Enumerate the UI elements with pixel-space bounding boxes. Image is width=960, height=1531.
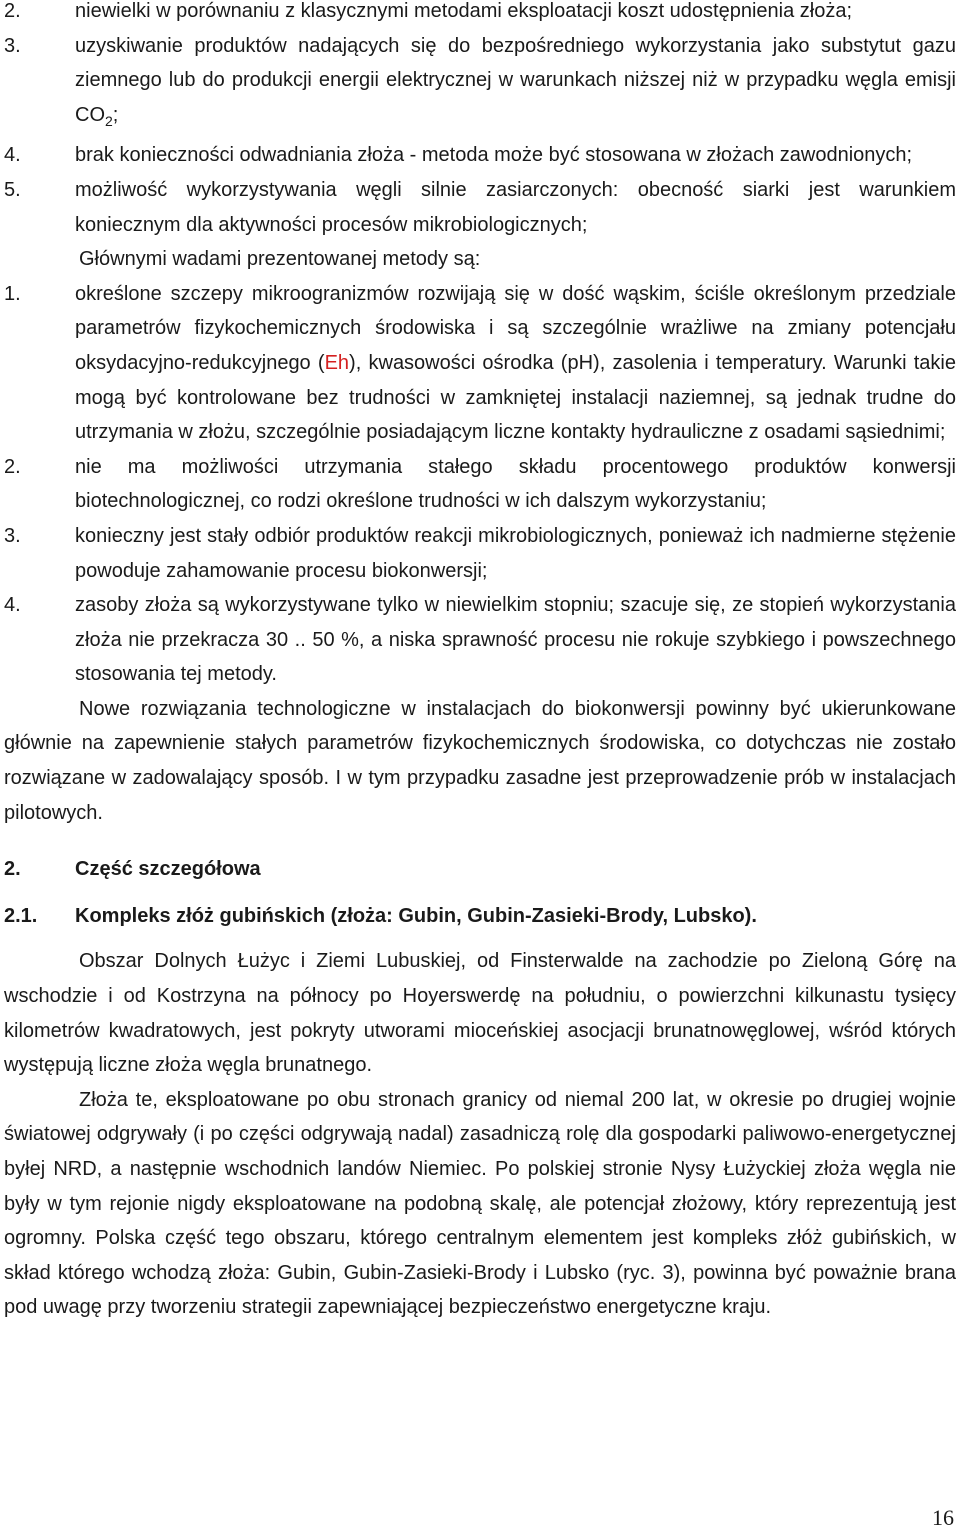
- subscript: 2: [105, 112, 113, 129]
- paragraph-region: Obszar Dolnych Łużyc i Ziemi Lubuskiej, od Finsterwalde na zachodzie po Zieloną Górę na wschodzie i od Kostrzyna na północy po Hoyerswerdę na południu, o powierzchni kilkunastu tysięcy kilometrów kwadratowych, jest pokryty utworami mioceńskiej asocjacji brunatnowęglowej, wśród których występują liczne złoża węgla brunatnego.: [4, 950, 956, 1077]
- list-item: [0, 277, 960, 450]
- list-item: [0, 29, 960, 139]
- highlighted-term: Eh: [324, 351, 350, 374]
- list-item-number: 3.: [4, 34, 21, 57]
- advantages-list: [0, 0, 960, 242]
- list-item: [0, 138, 960, 173]
- section-title: Część szczegółowa: [75, 858, 261, 881]
- paragraph-new-solutions: Nowe rozwiązania technologiczne w instalacjach do biokonwersji powinny być ukierunkowane głównie na zapewnienie stałych parametrów fizykochemicznych środowiska, co dotychczas nie zostało rozwiązane w zadowalający sposób. I w tym przypadku zasadne jest przeprowadzenie prób w instalacjach pilotowych.: [4, 697, 956, 824]
- list-item-text: zasoby złoża są wykorzystywane tylko w niewielkim stopniu; szacuje się, ze stopień wykorzystania złoża nie przekracza 30 .. 50 %, a niska sprawność procesu nie rokuje szybkiego i powszechnego stosowania tej metody.: [75, 594, 956, 686]
- list-item: [0, 0, 960, 29]
- list-item-text: brak konieczności odwadniania złoża - metoda może być stosowana w złożach zawodnionych;: [75, 144, 913, 167]
- list-item-number: 2.: [4, 0, 21, 22]
- list-item-number: 2.: [4, 455, 21, 478]
- list-item: [0, 173, 960, 242]
- list-item-text: uzyskiwanie produktów nadających się do bezpośredniego wykorzystania jako substytut gazu ziemnego lub do produkcji energii elektrycznej w warunkach niższej niż w przypadku węgla emisji $CO_2$;: [75, 34, 956, 129]
- drawbacks-intro: Głównymi wadami prezentowanej metody są:: [79, 248, 481, 271]
- list-item: [0, 450, 960, 519]
- list-item-number: 4.: [4, 144, 21, 167]
- subsection-heading: [0, 899, 960, 934]
- list-item-number: 4.: [4, 594, 21, 617]
- section-number: 2.: [4, 858, 21, 881]
- drawbacks-list: [0, 277, 960, 692]
- subsection-number: 2.1.: [4, 904, 38, 927]
- list-item-number: 5.: [4, 178, 21, 201]
- paragraph-deposits: Złoża te, eksploatowane po obu stronach granicy od niemal 200 lat, w okresie po drugiej wojnie światowej odgrywały (i po części odgrywają nadal) zasadniczą rolę dla gospodarki paliwowo-energetycznej byłej NRD, a następnie wschodnich landów Niemiec. Po polskiej stronie Nysy Łużyckiej złoża węgla nie były w tym rejonie nigdy eksploatowane na podobną skalę, ale potencjał złożowy, który reprezentują jest ogromny. Polska część tego obszaru, którego centralnym elementem jest kompleks złóż gubińskich, w skład którego wchodzą złoża: Gubin, Gubin-Zasieki-Brody i Lubsko (ryc. 3), powinna być poważnie brana pod uwagę przy tworzeniu strategii zapewniającej bezpieczeństwo energetyczne kraju.: [4, 1088, 956, 1319]
- list-item-text: niewielki w porównaniu z klasycznymi metodami eksploatacji koszt udostępnienia złoża;: [75, 0, 853, 22]
- list-item: [0, 588, 960, 692]
- list-item-text: możliwość wykorzystywania węgli silnie zasiarczonych: obecność siarki jest warunkiem koniecznym dla aktywności procesów mikrobiologicznych;: [75, 178, 956, 236]
- list-item-text: nie ma możliwości utrzymania stałego składu procentowego produktów konwersji biotechnologicznej, co rodzi określone trudności w ich dalszym wykorzystaniu;: [75, 455, 956, 513]
- subsection-title: Kompleks złóż gubińskich (złoża: Gubin, Gubin-Zasieki-Brody, Lubsko).: [75, 904, 757, 927]
- list-item: [0, 519, 960, 588]
- list-item-number: 3.: [4, 524, 21, 547]
- section-heading: [0, 852, 960, 887]
- list-item-text: określone szczepy mikroogranizmów rozwijają się w dość wąskim, ściśle określonym przedziale parametrów fizykochemicznych środowiska i są szczególnie wrażliwe na zmiany potencjału oksydacyjno-redukcyjnego (Eh), kwasowości ośrodka (pH), zasolenia i temperatury. Warunki takie mogą być kontrolowane bez trudności w zamkniętej instalacji naziemnej, są jednak trudne do utrzymania w złożu, szczególnie posiadającym liczne kontakty hydrauliczne z osadami sąsiednimi;: [75, 282, 956, 444]
- list-item-number: 1.: [4, 282, 21, 305]
- page-number: 16: [932, 1505, 954, 1530]
- list-item-text: konieczny jest stały odbiór produktów reakcji mikrobiologicznych, ponieważ ich nadmierne stężenie powoduje zahamowanie procesu biokonwersji;: [75, 524, 956, 582]
